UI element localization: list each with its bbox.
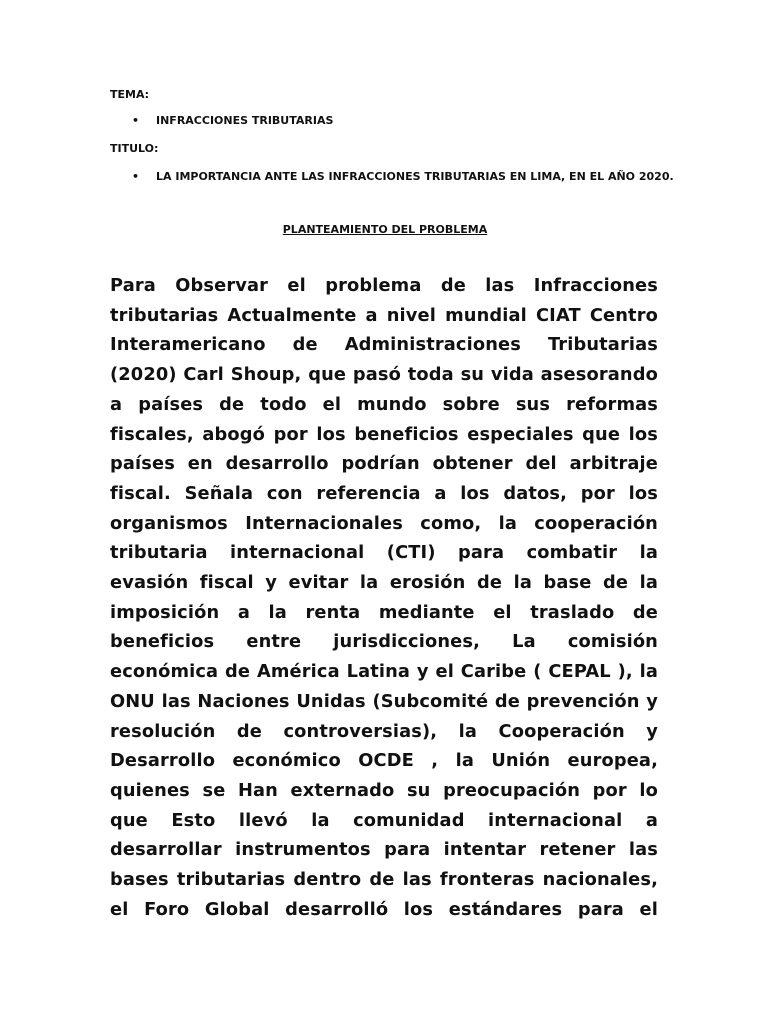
titulo-item-text: LA IMPORTANCIA ANTE LAS INFRACCIONES TRIBUTARIAS EN LIMA, EN EL AÑO 2020. (156, 170, 674, 183)
tema-item-text: INFRACCIONES TRIBUTARIAS (156, 114, 334, 127)
tema-bullet-item (132, 114, 333, 128)
bullet-icon: • (132, 170, 140, 183)
body-paragraph: Para Observar el problema de las Infracciones tributarias Actualmente a nivel mundial CIAT Centro Interamericano de Administraciones Tributarias (2020) Carl Shoup, que pasó toda su vida asesorando a países de todo el mundo sobre sus reformas fiscales, abogó por los beneficios especiales que los países en desarrollo podrían obtener del arbitraje fiscal. Señala con referencia a los datos, por los organismos Internacionales como, la cooperación tributaria internacional (CTI) para combatir la evasión fiscal y evitar la erosión de la base de la imposición a la renta mediante el traslado de beneficios entre jurisdicciones, La comisión económica de América Latina y el Caribe ( CEPAL ), la ONU las Naciones Unidas (Subcomité de prevención y resolución de controversias), la Cooperación y Desarrollo económico OCDE , la Unión europea, quienes se Han externado su preocupación por lo que Esto llevó la comunidad internacional a desarrollar instrumentos para intentar retener las bases tributarias dentro de las fronteras nacionales, el Foro Global desarrolló los estándares para el (110, 275, 658, 920)
section-heading (0, 223, 768, 237)
titulo-label: TITULO: (110, 142, 159, 155)
bullet-icon: • (132, 114, 140, 127)
section-heading-text: PLANTEAMIENTO DEL PROBLEMA (282, 223, 488, 236)
titulo-bullet-item (132, 170, 674, 184)
tema-label: TEMA: (110, 88, 150, 101)
